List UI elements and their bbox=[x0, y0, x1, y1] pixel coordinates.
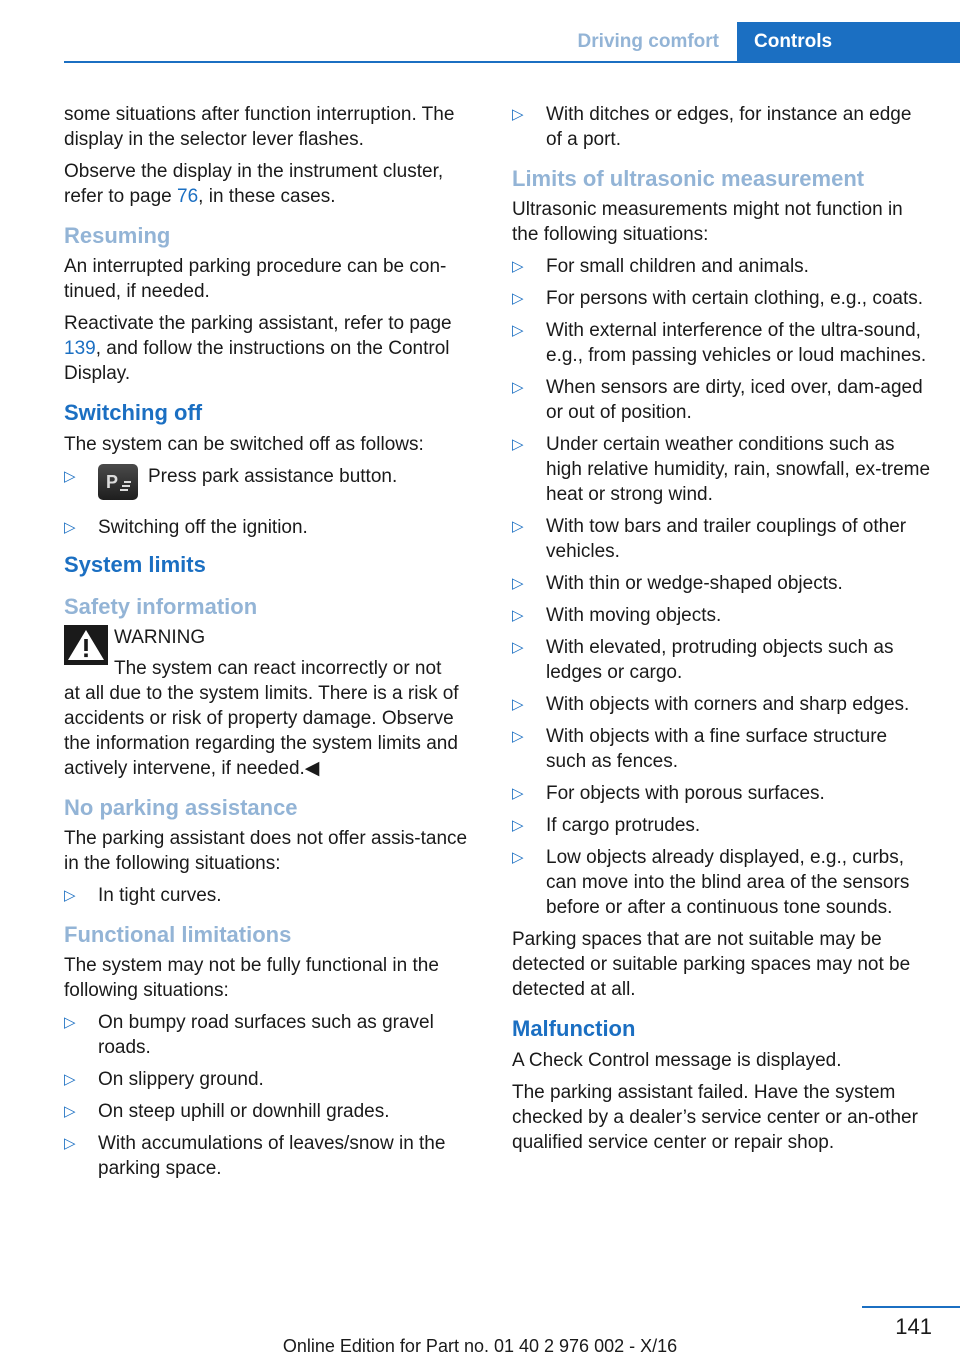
no-parking-list bbox=[64, 883, 482, 908]
ultrasonic-list bbox=[512, 254, 932, 920]
malfunction-paragraph-2: The parking assistant failed. Have the system checked by a dealer’s service center or an-other qualified service center or repair shop. bbox=[512, 1082, 918, 1153]
list-item bbox=[512, 571, 932, 596]
bullet-triangle-icon: ▷ bbox=[512, 607, 524, 624]
bullet-triangle-icon: ▷ bbox=[512, 290, 524, 307]
list-item bbox=[512, 781, 932, 806]
bullet-triangle-icon: ▷ bbox=[512, 258, 524, 275]
list-item-text: For objects with porous surfaces. bbox=[546, 783, 825, 804]
list-item bbox=[64, 515, 482, 540]
list-item-text: For persons with certain clothing, e.g., coats. bbox=[546, 288, 924, 309]
list-item bbox=[64, 1099, 482, 1124]
bullet-triangle-icon: ▷ bbox=[64, 1014, 76, 1031]
functional-list bbox=[64, 1010, 482, 1181]
list-item bbox=[512, 514, 932, 564]
resuming-heading: Resuming bbox=[64, 223, 171, 248]
page-link-139[interactable]: 139 bbox=[64, 338, 96, 359]
intro-text-end: , in these cases. bbox=[198, 186, 336, 207]
ultrasonic-limits-heading: Limits of ultrasonic measurement bbox=[512, 166, 865, 191]
list-item bbox=[512, 724, 932, 774]
list-item-text: Press park assistance button. bbox=[148, 466, 398, 487]
functional-limitations-heading: Functional limitations bbox=[64, 922, 292, 947]
warning-triangle-icon bbox=[64, 625, 108, 665]
list-item bbox=[512, 254, 932, 279]
system-limits-heading: System limits bbox=[64, 552, 206, 577]
list-item bbox=[64, 1010, 482, 1060]
warning-box bbox=[64, 625, 482, 781]
list-item-text: With ditches or edges, for instance an edge of a port. bbox=[546, 104, 912, 150]
bullet-triangle-icon: ▷ bbox=[64, 468, 76, 485]
bullet-triangle-icon: ▷ bbox=[512, 849, 524, 866]
bullet-triangle-icon: ▷ bbox=[512, 817, 524, 834]
parking-spaces-paragraph: Parking spaces that are not suitable may be detected or suitable parking spaces may not be detected at all. bbox=[512, 929, 911, 1000]
resuming-paragraph-2 bbox=[64, 311, 482, 386]
warning-text-first-line: The system can react incorrectly or not bbox=[114, 658, 442, 679]
bullet-triangle-icon: ▷ bbox=[64, 1071, 76, 1088]
list-item-text: Switching off the ignition. bbox=[98, 517, 308, 538]
ultrasonic-paragraph: Ultrasonic measurements might not function in the following situations: bbox=[512, 199, 903, 245]
list-item-text: With tow bars and trailer couplings of other vehicles. bbox=[546, 516, 907, 562]
bullet-triangle-icon: ▷ bbox=[512, 106, 524, 123]
malfunction-paragraph-1: A Check Control message is displayed. bbox=[512, 1050, 842, 1071]
safety-information-heading: Safety information bbox=[64, 594, 258, 619]
list-item bbox=[64, 1131, 482, 1181]
list-item-text: With external interference of the ultra-sound, e.g., from passing vehicles or loud machines. bbox=[546, 320, 927, 366]
left-column bbox=[64, 102, 482, 1188]
list-item-text: With objects with corners and sharp edges. bbox=[546, 694, 910, 715]
list-item bbox=[512, 635, 932, 685]
list-item-text: On steep uphill or downhill grades. bbox=[98, 1101, 390, 1122]
resuming-text: Reactivate the parking assistant, refer to page bbox=[64, 313, 452, 334]
park-assist-button-icon bbox=[98, 464, 138, 500]
switching-off-list bbox=[64, 464, 482, 540]
switching-off-paragraph: The system can be switched off as follows: bbox=[64, 434, 424, 455]
functional-paragraph: The system may not be fully functional in the following situations: bbox=[64, 955, 439, 1001]
warning-text: at all due to the system limits. There is a risk of accidents or risk of property damage. Observe the information regarding the system limits and actively intervene, if needed.◀ bbox=[64, 683, 459, 779]
list-item bbox=[512, 813, 932, 838]
list-item-text: When sensors are dirty, iced over, dam-aged or out of position. bbox=[546, 377, 923, 423]
list-item-text: On bumpy road surfaces such as gravel roads. bbox=[98, 1012, 434, 1058]
list-item-text: With thin or wedge-shaped objects. bbox=[546, 573, 843, 594]
header-rule bbox=[64, 61, 960, 63]
list-item-text: With accumulations of leaves/snow in the parking space. bbox=[98, 1133, 446, 1179]
list-item bbox=[512, 692, 932, 717]
bullet-triangle-icon: ▷ bbox=[512, 785, 524, 802]
list-item-text: With objects with a fine surface structure such as fences. bbox=[546, 726, 888, 772]
list-item bbox=[512, 286, 932, 311]
intro-paragraph-1: some situations after function interruption. The display in the selector lever flashes. bbox=[64, 104, 455, 150]
resuming-text-end: , and follow the instructions on the Control Display. bbox=[64, 338, 450, 384]
svg-text:P: P bbox=[106, 472, 119, 492]
list-item-text: If cargo protrudes. bbox=[546, 815, 701, 836]
intro-paragraph-2 bbox=[64, 159, 482, 209]
list-item-text: For small children and animals. bbox=[546, 256, 809, 277]
bullet-triangle-icon: ▷ bbox=[512, 728, 524, 745]
header-section-tab: Driving comfort bbox=[577, 31, 719, 52]
list-item bbox=[512, 603, 932, 628]
list-item bbox=[512, 432, 932, 507]
page-number: 141 bbox=[895, 1314, 932, 1339]
top-list bbox=[512, 102, 932, 152]
list-item bbox=[64, 883, 482, 908]
list-item bbox=[512, 845, 932, 920]
resuming-paragraph-1: An interrupted parking procedure can be con-tinued, if needed. bbox=[64, 256, 447, 302]
list-item-text: In tight curves. bbox=[98, 885, 222, 906]
list-item-text: Low objects already displayed, e.g., curbs, can move into the blind area of the sensors before or after a continuous tone sounds. bbox=[546, 847, 910, 918]
header-chapter-tab: Controls bbox=[737, 22, 960, 62]
bullet-triangle-icon: ▷ bbox=[512, 322, 524, 339]
no-parking-paragraph: The parking assistant does not offer assis-tance in the following situations: bbox=[64, 828, 468, 874]
bullet-triangle-icon: ▷ bbox=[64, 1135, 76, 1152]
list-item-text: Under certain weather conditions such as high relative humidity, rain, snowfall, ex-treme heat or strong wind. bbox=[546, 434, 931, 505]
bullet-triangle-icon: ▷ bbox=[512, 518, 524, 535]
list-item-text: With moving objects. bbox=[546, 605, 722, 626]
bullet-triangle-icon: ▷ bbox=[512, 379, 524, 396]
list-item-text: On slippery ground. bbox=[98, 1069, 264, 1090]
bullet-triangle-icon: ▷ bbox=[64, 519, 76, 536]
footer-edition: Online Edition for Part no. 01 40 2 976 002 - X/16 bbox=[282, 1336, 678, 1356]
footer-rule bbox=[862, 1306, 960, 1308]
bullet-triangle-icon: ▷ bbox=[512, 436, 524, 453]
list-item bbox=[512, 318, 932, 368]
list-item-text: With elevated, protruding objects such as ledges or cargo. bbox=[546, 637, 894, 683]
intro-text: Observe the display in the instrument cluster, refer to page bbox=[64, 161, 444, 207]
malfunction-heading: Malfunction bbox=[512, 1016, 636, 1041]
bullet-triangle-icon: ▷ bbox=[512, 575, 524, 592]
switching-off-heading: Switching off bbox=[64, 400, 203, 425]
right-column bbox=[512, 102, 932, 1162]
list-item bbox=[64, 1067, 482, 1092]
page-link-76[interactable]: 76 bbox=[177, 186, 199, 207]
bullet-triangle-icon: ▷ bbox=[512, 639, 524, 656]
bullet-triangle-icon: ▷ bbox=[64, 1103, 76, 1120]
warning-label: WARNING bbox=[114, 627, 206, 648]
list-item bbox=[512, 375, 932, 425]
list-item bbox=[64, 464, 482, 508]
list-item bbox=[512, 102, 932, 152]
no-parking-assistance-heading: No parking assistance bbox=[64, 795, 298, 820]
bullet-triangle-icon: ▷ bbox=[64, 887, 76, 904]
bullet-triangle-icon: ▷ bbox=[512, 696, 524, 713]
